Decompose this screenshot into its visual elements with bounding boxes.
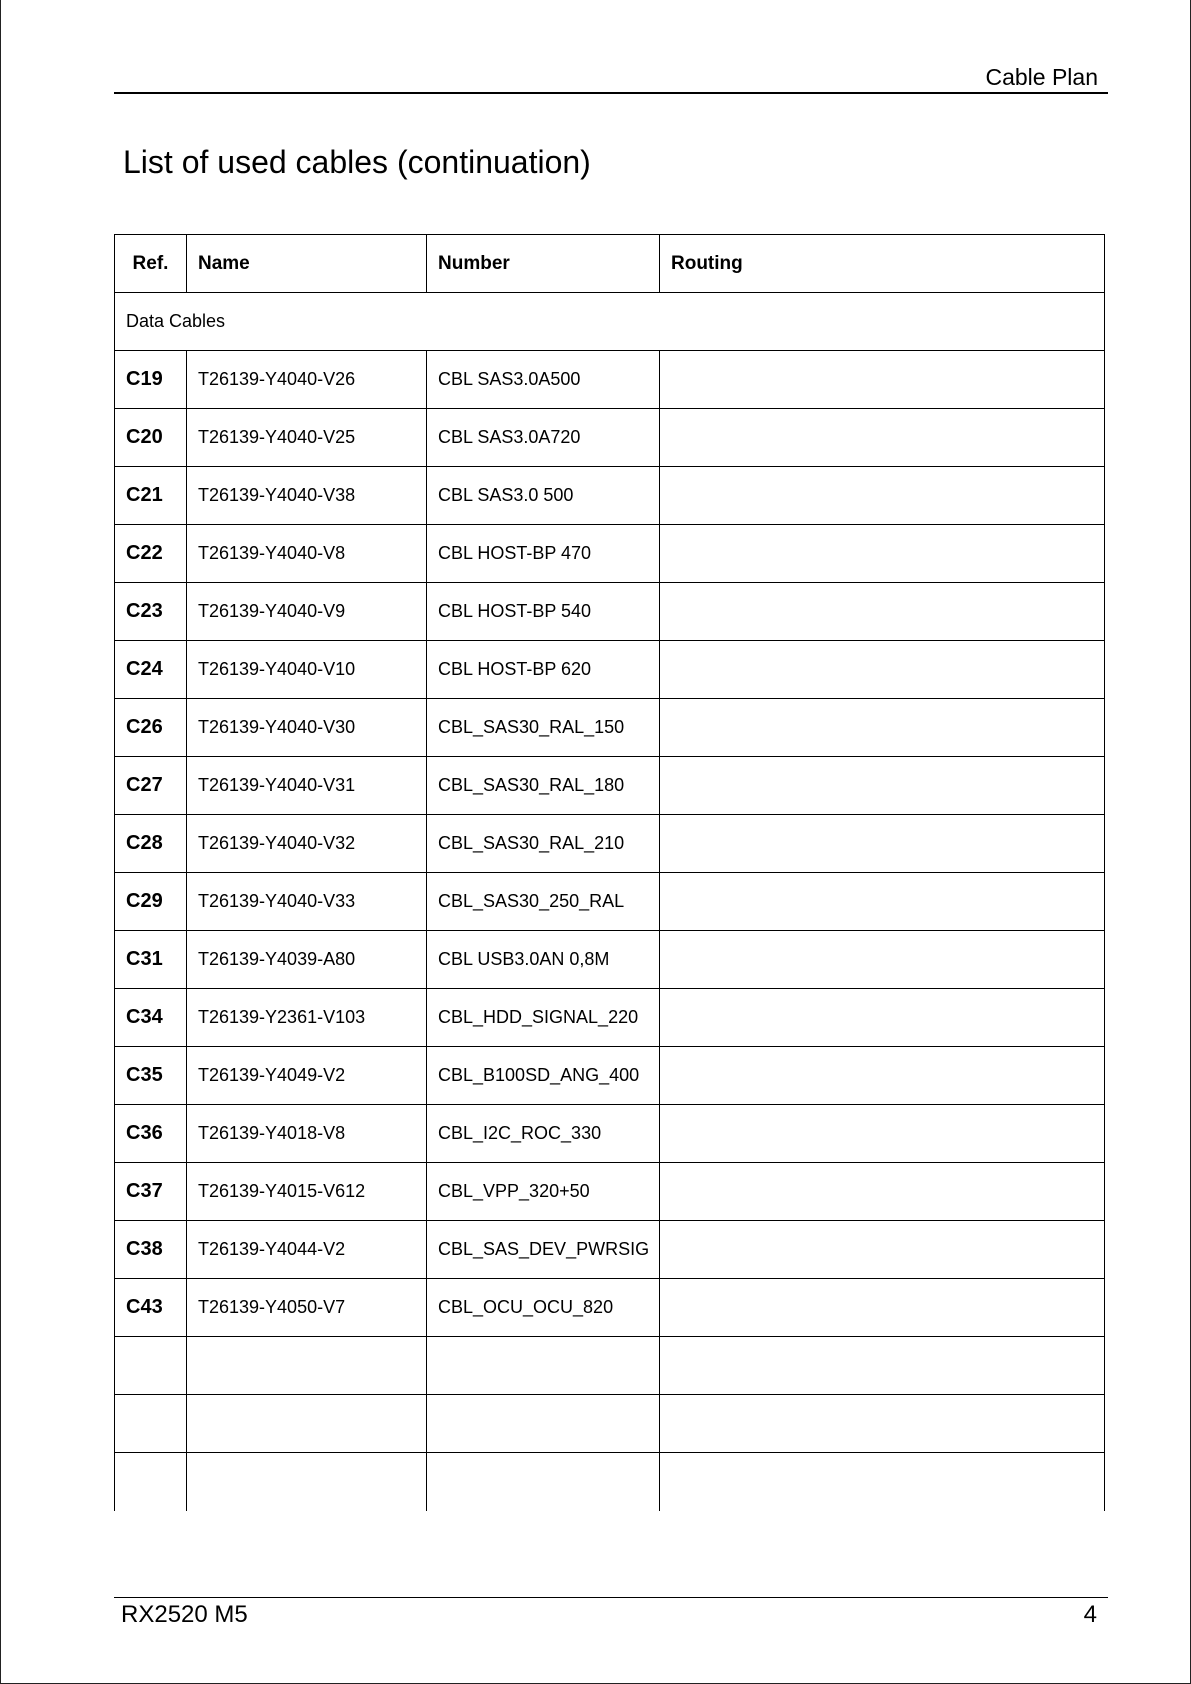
cell-routing [660, 873, 1105, 931]
cell-ref: C34 [115, 989, 187, 1047]
cell-routing [660, 1395, 1105, 1453]
cell-ref [115, 1453, 187, 1511]
cell-ref: C26 [115, 699, 187, 757]
cell-ref: C28 [115, 815, 187, 873]
cell-number: CBL_SAS_DEV_PWRSIG [427, 1221, 660, 1279]
cell-routing [660, 815, 1105, 873]
table-row [115, 815, 1105, 873]
cell-name: T26139-Y4018-V8 [187, 1105, 427, 1163]
cell-name: T26139-Y4040-V31 [187, 757, 427, 815]
cell-ref: C29 [115, 873, 187, 931]
table-row [115, 1337, 1105, 1395]
cell-name: T26139-Y4040-V9 [187, 583, 427, 641]
cell-ref: C20 [115, 409, 187, 467]
table-row [115, 757, 1105, 815]
group-row [115, 293, 1105, 351]
table-row [115, 1453, 1105, 1511]
cell-routing [660, 525, 1105, 583]
cell-number: CBL HOST-BP 540 [427, 583, 660, 641]
cell-number [427, 1453, 660, 1511]
cell-ref: C43 [115, 1279, 187, 1337]
cell-number: CBL SAS3.0A500 [427, 351, 660, 409]
cell-name: T26139-Y4040-V32 [187, 815, 427, 873]
footer-model: RX2520 M5 [121, 1601, 248, 1628]
cell-number: CBL_B100SD_ANG_400 [427, 1047, 660, 1105]
cell-ref: C19 [115, 351, 187, 409]
cell-name: T26139-Y4040-V26 [187, 351, 427, 409]
cell-routing [660, 1337, 1105, 1395]
cell-name [187, 1395, 427, 1453]
column-header-name: Name [187, 235, 427, 293]
cell-routing [660, 641, 1105, 699]
cell-name: T26139-Y4044-V2 [187, 1221, 427, 1279]
cell-number: CBL USB3.0AN 0,8M [427, 931, 660, 989]
table-row [115, 989, 1105, 1047]
table-row [115, 583, 1105, 641]
group-label: Data Cables [115, 293, 1105, 351]
column-header-ref: Ref. [115, 235, 187, 293]
cell-name: T26139-Y4015-V612 [187, 1163, 427, 1221]
cell-ref [115, 1337, 187, 1395]
table-row [115, 1047, 1105, 1105]
table-row [115, 1163, 1105, 1221]
cell-ref [115, 1395, 187, 1453]
table-row [115, 873, 1105, 931]
cell-number: CBL_I2C_ROC_330 [427, 1105, 660, 1163]
header-divider [114, 92, 1108, 94]
cell-routing [660, 989, 1105, 1047]
cell-name: T26139-Y4039-A80 [187, 931, 427, 989]
page-number: 4 [1083, 1601, 1097, 1628]
cell-number: CBL_SAS30_250_RAL [427, 873, 660, 931]
cell-name: T26139-Y4050-V7 [187, 1279, 427, 1337]
cell-name: T26139-Y2361-V103 [187, 989, 427, 1047]
table-row [115, 931, 1105, 989]
cell-name: T26139-Y4040-V30 [187, 699, 427, 757]
cell-number: CBL_SAS30_RAL_180 [427, 757, 660, 815]
cell-routing [660, 1279, 1105, 1337]
cell-name: T26139-Y4040-V8 [187, 525, 427, 583]
cell-name: T26139-Y4049-V2 [187, 1047, 427, 1105]
cell-number: CBL SAS3.0A720 [427, 409, 660, 467]
table-header-row [115, 235, 1105, 293]
table-row [115, 1279, 1105, 1337]
cell-routing [660, 931, 1105, 989]
cell-routing [660, 583, 1105, 641]
cell-number: CBL_SAS30_RAL_210 [427, 815, 660, 873]
table-row [115, 1105, 1105, 1163]
cell-routing [660, 1453, 1105, 1511]
cell-routing [660, 1221, 1105, 1279]
column-header-routing: Routing [660, 235, 1105, 293]
table-row [115, 525, 1105, 583]
cell-ref: C22 [115, 525, 187, 583]
cell-ref: C37 [115, 1163, 187, 1221]
cell-name: T26139-Y4040-V38 [187, 467, 427, 525]
cell-routing [660, 757, 1105, 815]
cell-number: CBL HOST-BP 620 [427, 641, 660, 699]
cell-number: CBL HOST-BP 470 [427, 525, 660, 583]
cell-number [427, 1337, 660, 1395]
cell-name: T26139-Y4040-V25 [187, 409, 427, 467]
cell-routing [660, 351, 1105, 409]
cable-table [114, 234, 1105, 1511]
table-row [115, 467, 1105, 525]
table-row [115, 1221, 1105, 1279]
cell-ref: C36 [115, 1105, 187, 1163]
cell-number: CBL_SAS30_RAL_150 [427, 699, 660, 757]
footer-divider [114, 1597, 1108, 1598]
table-row [115, 641, 1105, 699]
cell-routing [660, 1047, 1105, 1105]
cell-name: T26139-Y4040-V33 [187, 873, 427, 931]
cell-ref: C24 [115, 641, 187, 699]
cell-routing [660, 699, 1105, 757]
cell-number: CBL SAS3.0 500 [427, 467, 660, 525]
cell-ref: C35 [115, 1047, 187, 1105]
cell-ref: C27 [115, 757, 187, 815]
cell-number: CBL_OCU_OCU_820 [427, 1279, 660, 1337]
cell-routing [660, 467, 1105, 525]
cell-routing [660, 409, 1105, 467]
cell-ref: C38 [115, 1221, 187, 1279]
cell-routing [660, 1163, 1105, 1221]
table-row [115, 699, 1105, 757]
cell-number [427, 1395, 660, 1453]
table-row [115, 409, 1105, 467]
cell-routing [660, 1105, 1105, 1163]
cell-number: CBL_HDD_SIGNAL_220 [427, 989, 660, 1047]
cell-name [187, 1337, 427, 1395]
header-section-title: Cable Plan [985, 64, 1098, 90]
cell-name: T26139-Y4040-V10 [187, 641, 427, 699]
page-title: List of used cables (continuation) [123, 144, 591, 180]
table-row [115, 1395, 1105, 1453]
cell-ref: C23 [115, 583, 187, 641]
cell-number: CBL_VPP_320+50 [427, 1163, 660, 1221]
column-header-number: Number [427, 235, 660, 293]
cell-ref: C21 [115, 467, 187, 525]
table-row [115, 351, 1105, 409]
cell-name [187, 1453, 427, 1511]
cell-ref: C31 [115, 931, 187, 989]
